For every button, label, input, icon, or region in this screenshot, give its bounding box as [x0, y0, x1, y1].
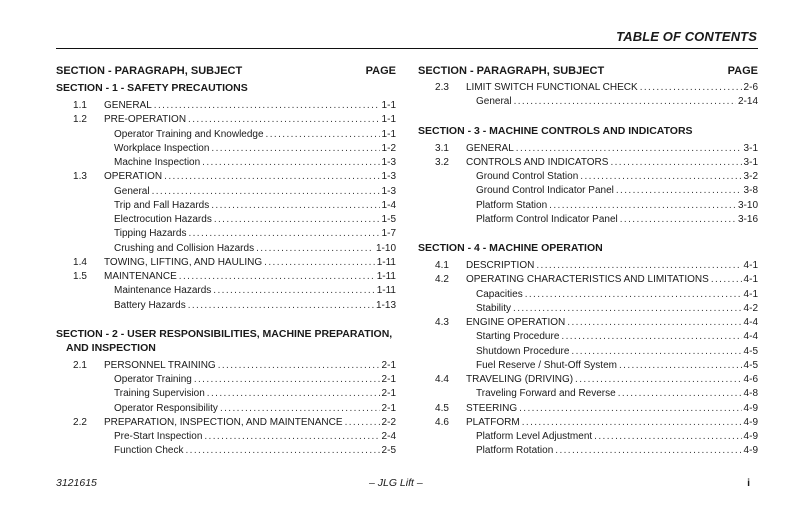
entry-page-number: 1-1: [381, 100, 396, 111]
dot-leader: [152, 185, 380, 199]
entry-title: Function Check: [114, 445, 184, 457]
entry-page-number: 3-2: [743, 171, 758, 182]
toc-subentry[interactable]: [418, 184, 758, 198]
page-header: PAGE: [365, 65, 396, 77]
toc-subentry[interactable]: [418, 430, 758, 444]
entry-page-number: 1-13: [375, 299, 396, 311]
dot-leader: [619, 359, 742, 373]
entry-title: TRAVELING (DRIVING): [466, 374, 574, 385]
entry-page-number: 2-1: [381, 359, 396, 371]
dot-leader: [536, 259, 741, 273]
entry-title-with-leader: [104, 170, 382, 184]
dot-leader: [188, 299, 374, 313]
toc-paragraph-entry[interactable]: [418, 142, 758, 156]
entry-page-number: 1-11: [376, 271, 396, 282]
entry-page-number: 1-3: [381, 157, 396, 168]
toc-subentry[interactable]: [56, 373, 396, 387]
entry-title-with-leader: [114, 142, 382, 156]
section-1-title[interactable]: SECTION - 1 - SAFETY PRECAUTIONS: [56, 82, 248, 94]
paragraph-number: 3.1: [435, 142, 449, 154]
toc-paragraph-entry[interactable]: [418, 402, 758, 416]
paragraph-number: 2.1: [73, 359, 87, 371]
entry-title: PREPARATION, INSPECTION, AND MAINTENANCE: [104, 416, 343, 428]
dot-leader: [202, 156, 379, 170]
entry-title-with-leader: [114, 299, 376, 313]
document-number: 3121615: [56, 477, 97, 489]
entry-page-number: 2-5: [381, 445, 396, 457]
entry-page-number: 4-9: [743, 431, 758, 442]
entry-title-with-leader: [104, 99, 382, 113]
entry-title: Platform Rotation: [476, 445, 554, 457]
entry-title: Workplace Inspection: [114, 142, 210, 154]
entry-title-with-leader: [466, 273, 744, 287]
entry-page-number: 1-7: [381, 228, 396, 240]
toc-subentry[interactable]: [56, 402, 396, 416]
entry-page-number: 2-1: [381, 402, 396, 414]
column-header: [56, 63, 396, 79]
entry-title: PRE-OPERATION: [104, 114, 187, 126]
header-rule: [56, 48, 758, 49]
entry-title: Platform Station: [476, 199, 548, 211]
entry-page-number: 3-1: [743, 142, 758, 154]
entry-title-with-leader: [104, 256, 377, 270]
toc-subentry[interactable]: [56, 185, 396, 199]
entry-title: Platform Control Indicator Panel: [476, 213, 618, 225]
entry-page-number: 2-14: [737, 96, 758, 108]
paragraph-number: 1.3: [73, 171, 87, 183]
paragraph-number: 4.2: [435, 274, 449, 286]
entry-title: STEERING: [466, 402, 518, 414]
entry-title: Trip and Fall Hazards: [114, 199, 210, 211]
dot-leader: [185, 444, 379, 458]
toc-paragraph-entry[interactable]: [418, 316, 758, 330]
entry-page-number: 1-1: [381, 114, 396, 126]
entry-page-number: 4-1: [743, 288, 758, 300]
dot-leader: [594, 430, 741, 444]
entry-page-number: 3-1: [743, 156, 758, 168]
dot-leader: [194, 373, 380, 387]
paragraph-number: 1.2: [73, 114, 87, 126]
entry-title: Pre-Start Inspection: [114, 431, 203, 442]
entry-title-with-leader: [476, 199, 738, 213]
entry-title-with-leader: [104, 416, 382, 430]
toc-subentry[interactable]: [56, 284, 396, 298]
entry-page-number: 4-8: [743, 388, 758, 400]
toc-paragraph-entry[interactable]: [418, 156, 758, 170]
dot-leader: [640, 81, 742, 95]
dot-leader: [513, 302, 742, 316]
toc-subentry[interactable]: [418, 387, 758, 401]
page-number: i: [747, 477, 750, 489]
section-paragraph-header: SECTION - PARAGRAPH, SUBJECT: [56, 65, 243, 77]
entry-title: ENGINE OPERATION: [466, 317, 566, 328]
section-paragraph-header: SECTION - PARAGRAPH, SUBJECT: [418, 65, 605, 77]
column-header: [418, 63, 758, 79]
entry-page-number: 2-2: [381, 416, 396, 428]
paragraph-number: 2.3: [435, 82, 449, 93]
toc-subentry[interactable]: [56, 227, 396, 241]
entry-title: Ground Control Station: [476, 171, 579, 182]
entry-page-number: 2-1: [381, 388, 396, 400]
entry-page-number: 1-5: [381, 214, 396, 225]
entry-title-with-leader: [476, 430, 744, 444]
entry-title-with-leader: [476, 387, 744, 401]
entry-title-with-leader: [114, 213, 382, 227]
entry-title-with-leader: [466, 373, 744, 387]
entry-title-with-leader: [466, 156, 744, 170]
entry-page-number: 4-9: [743, 402, 758, 414]
entry-page-number: 4-1: [743, 260, 758, 271]
toc-subentry[interactable]: [418, 170, 758, 184]
entry-page-number: 1-3: [381, 185, 396, 197]
footer-brand: – JLG Lift –: [369, 477, 423, 489]
entry-title: Ground Control Indicator Panel: [476, 185, 614, 197]
dot-leader: [567, 316, 741, 330]
entry-title: Operator Training and Knowledge: [114, 128, 264, 140]
entry-title: General: [476, 96, 512, 108]
dot-leader: [214, 213, 380, 227]
entry-title-with-leader: [114, 430, 382, 444]
entry-title-with-leader: [104, 359, 382, 373]
dot-leader: [218, 359, 380, 373]
dot-leader: [211, 142, 379, 156]
dot-leader: [266, 128, 380, 142]
dot-leader: [525, 288, 742, 302]
entry-title-with-leader: [476, 302, 744, 316]
entry-title: Traveling Forward and Reverse: [476, 388, 616, 400]
entry-title-with-leader: [104, 270, 377, 284]
entry-title: Operator Training: [114, 374, 192, 385]
entry-title-with-leader: [114, 199, 382, 213]
page-title: TABLE OF CONTENTS: [616, 29, 757, 44]
toc-subentry[interactable]: [56, 199, 396, 213]
dot-leader: [571, 345, 741, 359]
entry-title-with-leader: [114, 284, 377, 298]
section-4-title[interactable]: SECTION - 4 - MACHINE OPERATION: [418, 242, 603, 254]
entry-title-with-leader: [114, 242, 376, 256]
entry-page-number: 2-1: [381, 374, 396, 385]
entry-page-number: 4-5: [743, 345, 758, 357]
entry-page-number: 2-6: [743, 82, 758, 93]
entry-page-number: 3-8: [743, 185, 758, 197]
entry-title: GENERAL: [466, 142, 514, 154]
section-2-title[interactable]: SECTION - 2 - USER RESPONSIBILITIES, MACHINE PREPARATION,: [56, 327, 393, 340]
paragraph-number: 1.4: [73, 256, 87, 268]
entry-page-number: 4-4: [743, 331, 758, 343]
entry-title-with-leader: [104, 113, 382, 127]
entry-title-with-leader: [114, 156, 382, 170]
dot-leader: [555, 444, 741, 458]
toc-subentry[interactable]: [418, 302, 758, 316]
entry-page-number: 4-9: [743, 445, 758, 457]
entry-title: PLATFORM: [466, 416, 520, 428]
entry-page-number: 1-10: [375, 242, 396, 254]
entry-title-with-leader: [114, 185, 382, 199]
entry-page-number: 1-3: [381, 171, 396, 183]
dot-leader: [616, 184, 742, 198]
toc-paragraph-entry[interactable]: [418, 373, 758, 387]
paragraph-number: 4.6: [435, 416, 449, 428]
entry-title: Starting Procedure: [476, 331, 560, 343]
entry-title: TOWING, LIFTING, AND HAULING: [104, 256, 263, 268]
paragraph-number: 1.1: [73, 100, 87, 111]
section-3-entries: [418, 142, 758, 228]
toc-paragraph-entry[interactable]: [56, 256, 396, 270]
dot-leader: [154, 99, 380, 113]
entry-title-with-leader: [466, 402, 744, 416]
entry-page-number: 4-1: [743, 274, 758, 286]
dot-leader: [211, 199, 379, 213]
dot-leader: [549, 199, 736, 213]
toc-subentry[interactable]: [56, 242, 396, 256]
toc-paragraph-entry[interactable]: [56, 99, 396, 113]
entry-title-with-leader: [476, 444, 744, 458]
entry-title-with-leader: [466, 259, 744, 273]
dot-leader: [220, 402, 380, 416]
entry-title: GENERAL: [104, 100, 152, 111]
dot-leader: [164, 170, 379, 184]
entry-title-with-leader: [476, 330, 744, 344]
entry-page-number: 1-1: [381, 128, 396, 140]
entry-title: LIMIT SWITCH FUNCTIONAL CHECK: [466, 82, 638, 93]
entry-title-with-leader: [466, 416, 744, 430]
entry-title-with-leader: [114, 387, 382, 401]
toc-subentry[interactable]: [418, 345, 758, 359]
toc-paragraph-entry[interactable]: [418, 273, 758, 287]
entry-page-number: 4-5: [743, 359, 758, 371]
entry-title: PERSONNEL TRAINING: [104, 359, 216, 371]
entry-page-number: 4-6: [743, 374, 758, 385]
entry-title: Shutdown Procedure: [476, 345, 570, 357]
dot-leader: [522, 416, 742, 430]
dot-leader: [188, 227, 379, 241]
paragraph-number: 4.5: [435, 402, 449, 414]
entry-title: CONTROLS AND INDICATORS: [466, 156, 609, 168]
toc-subentry[interactable]: [418, 359, 758, 373]
entry-title: Platform Level Adjustment: [476, 431, 593, 442]
dot-leader: [207, 387, 380, 401]
dot-leader: [711, 273, 742, 287]
section-2-entries-continued: [418, 81, 758, 110]
dot-leader: [620, 213, 736, 227]
dot-leader: [618, 387, 742, 401]
dot-leader: [213, 284, 374, 298]
entry-page-number: 2-4: [381, 431, 396, 442]
entry-page-number: 4-2: [743, 302, 758, 314]
entry-title: Training Supervision: [114, 388, 205, 400]
entry-title-with-leader: [476, 184, 744, 198]
dot-leader: [519, 402, 741, 416]
entry-title-with-leader: [114, 227, 382, 241]
toc-right-column: [418, 63, 758, 459]
toc-paragraph-entry[interactable]: [418, 81, 758, 95]
toc-subentry[interactable]: [418, 288, 758, 302]
dot-leader: [580, 170, 741, 184]
dot-leader: [561, 330, 741, 344]
toc-subentry[interactable]: [418, 213, 758, 227]
entry-title: Fuel Reserve / Shut-Off System: [476, 359, 617, 371]
toc-subentry[interactable]: [56, 156, 396, 170]
entry-title: OPERATING CHARACTERISTICS AND LIMITATIONS: [466, 274, 709, 286]
entry-page-number: 1-11: [376, 256, 396, 268]
entry-title: Electrocution Hazards: [114, 214, 212, 225]
paragraph-number: 2.2: [73, 416, 87, 428]
entry-page-number: 3-10: [737, 199, 758, 211]
entry-title: Tipping Hazards: [114, 228, 187, 240]
entry-title: Capacities: [476, 288, 523, 300]
entry-title: Operator Responsibility: [114, 402, 218, 414]
toc-paragraph-entry[interactable]: [56, 113, 396, 127]
toc-paragraph-entry[interactable]: [418, 259, 758, 273]
toc-subentry[interactable]: [56, 142, 396, 156]
entry-title-with-leader: [466, 81, 744, 95]
toc-subentry[interactable]: [418, 199, 758, 213]
toc-subentry[interactable]: [56, 430, 396, 444]
paragraph-number: 3.2: [435, 156, 449, 168]
entry-page-number: 4-9: [743, 416, 758, 428]
dot-leader: [610, 156, 741, 170]
entry-title: Machine Inspection: [114, 157, 201, 168]
section-2-entries: [56, 359, 396, 459]
toc-subentry[interactable]: [56, 213, 396, 227]
entry-title: DESCRIPTION: [466, 260, 535, 271]
section-1-entries: [56, 99, 396, 313]
dot-leader: [516, 142, 742, 156]
toc-subentry[interactable]: [418, 444, 758, 458]
toc-paragraph-entry[interactable]: [56, 359, 396, 373]
section-2-title-continued[interactable]: AND INSPECTION: [66, 341, 156, 354]
paragraph-number: 4.1: [435, 260, 449, 271]
entry-page-number: 1-4: [381, 199, 396, 211]
entry-title-with-leader: [476, 170, 744, 184]
entry-title: Maintenance Hazards: [114, 285, 212, 297]
toc-subentry[interactable]: [56, 128, 396, 142]
entry-title-with-leader: [114, 373, 382, 387]
entry-title-with-leader: [466, 316, 744, 330]
dot-leader: [256, 242, 374, 256]
entry-title-with-leader: [114, 128, 382, 142]
paragraph-number: 4.4: [435, 374, 449, 385]
entry-title-with-leader: [476, 213, 738, 227]
entry-title-with-leader: [476, 345, 744, 359]
dot-leader: [514, 95, 736, 109]
entry-page-number: 1-2: [381, 142, 396, 154]
toc-paragraph-entry[interactable]: [56, 170, 396, 184]
toc-subentry[interactable]: [418, 330, 758, 344]
dot-leader: [188, 113, 380, 127]
dot-leader: [345, 416, 380, 430]
toc-subentry[interactable]: [56, 387, 396, 401]
entry-title: OPERATION: [104, 171, 163, 183]
dot-leader: [179, 270, 375, 284]
paragraph-number: 1.5: [73, 271, 87, 282]
entry-title-with-leader: [476, 288, 744, 302]
toc-paragraph-entry[interactable]: [56, 416, 396, 430]
dot-leader: [204, 430, 379, 444]
paragraph-number: 4.3: [435, 317, 449, 328]
entry-page-number: 1-11: [376, 285, 396, 297]
toc-subentry[interactable]: [56, 444, 396, 458]
dot-leader: [575, 373, 742, 387]
dot-leader: [264, 256, 375, 270]
toc-paragraph-entry[interactable]: [56, 270, 396, 284]
entry-title: Crushing and Collision Hazards: [114, 242, 255, 254]
entry-title-with-leader: [466, 142, 744, 156]
section-4-entries: [418, 259, 758, 459]
entry-title-with-leader: [476, 95, 738, 109]
entry-title: Battery Hazards: [114, 299, 186, 311]
entry-page-number: 3-16: [737, 213, 758, 225]
entry-title: General: [114, 185, 150, 197]
entry-title-with-leader: [476, 359, 744, 373]
entry-title-with-leader: [114, 444, 382, 458]
section-3-title[interactable]: SECTION - 3 - MACHINE CONTROLS AND INDICATORS: [418, 124, 693, 137]
page-header: PAGE: [727, 65, 758, 77]
toc-subentry[interactable]: [418, 95, 758, 109]
entry-title: Stability: [476, 302, 512, 314]
toc-paragraph-entry[interactable]: [418, 416, 758, 430]
entry-title-with-leader: [114, 402, 382, 416]
entry-page-number: 4-4: [743, 317, 758, 328]
toc-subentry[interactable]: [56, 299, 396, 313]
toc-left-column: [56, 63, 396, 459]
entry-title: MAINTENANCE: [104, 271, 177, 282]
